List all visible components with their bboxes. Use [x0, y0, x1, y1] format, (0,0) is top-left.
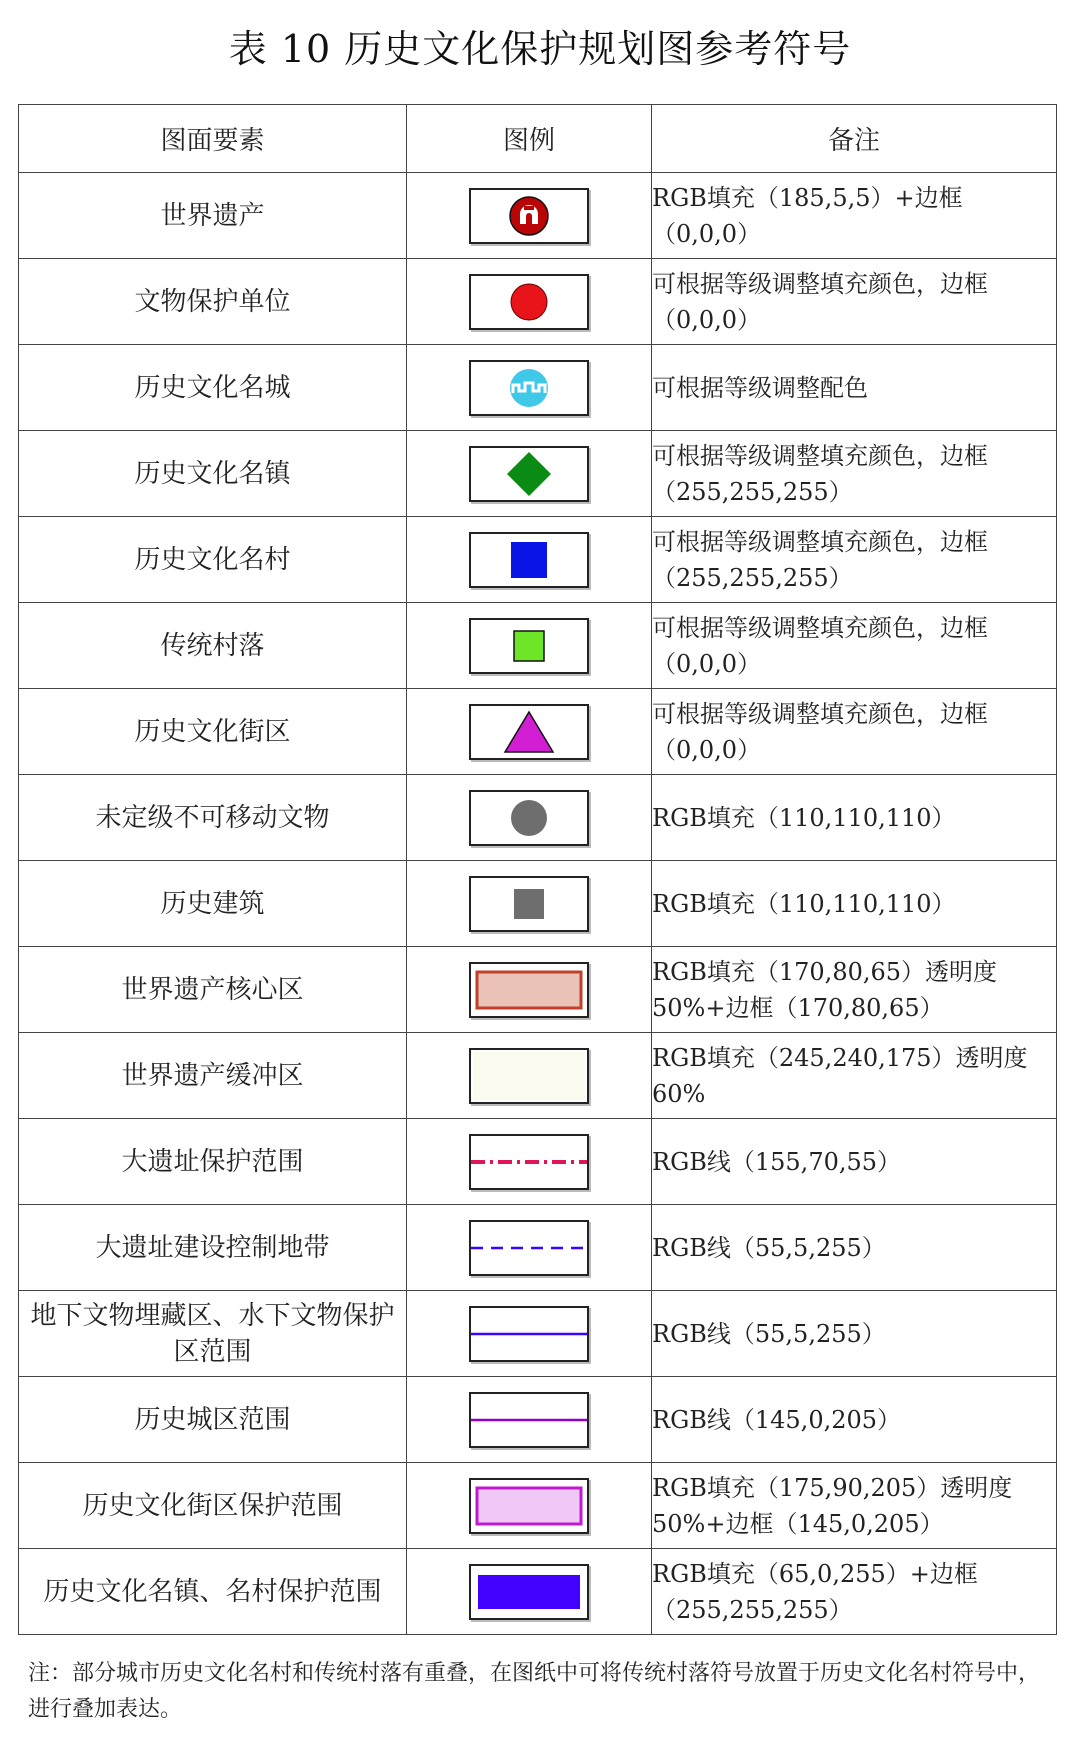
row-remark: RGB填充（175,90,205）透明度50%+边框（145,0,205）: [652, 1463, 1057, 1549]
row-remark: RGB填充（65,0,255）+边框（255,255,255）: [652, 1549, 1057, 1635]
row-remark: 可根据等级调整填充颜色，边框（255,255,255）: [652, 517, 1057, 603]
green-diamond-icon: [469, 446, 589, 502]
row-legend-cell: [407, 1033, 652, 1119]
row-remark: RGB填充（170,80,65）透明度50%+边框（170,80,65）: [652, 947, 1057, 1033]
header-remark: 备注: [652, 105, 1057, 173]
row-element-name: 历史文化街区保护范围: [19, 1463, 407, 1549]
table-row: [19, 517, 1057, 603]
row-element-name: 文物保护单位: [19, 259, 407, 345]
row-remark: RGB线（55,5,255）: [652, 1205, 1057, 1291]
row-legend-cell: [407, 517, 652, 603]
row-legend-cell: [407, 259, 652, 345]
row-legend-cell: [407, 1463, 652, 1549]
row-remark: RGB线（145,0,205）: [652, 1377, 1057, 1463]
page-title: 表 10 历史文化保护规划图参考符号: [228, 27, 852, 71]
dash-dot-line-icon: [469, 1134, 589, 1190]
table-row: [19, 947, 1057, 1033]
table-row: [19, 861, 1057, 947]
district-area-icon: [469, 1478, 589, 1534]
row-legend-cell: [407, 603, 652, 689]
magenta-triangle-icon: [469, 704, 589, 760]
row-element-name: 历史文化名村: [19, 517, 407, 603]
row-element-name: 历史城区范围: [19, 1377, 407, 1463]
row-legend-cell: [407, 173, 652, 259]
dashed-line-icon: [469, 1220, 589, 1276]
row-element-name: 大遗址保护范围: [19, 1119, 407, 1205]
table-row: [19, 1549, 1057, 1635]
row-remark: 可根据等级调整填充颜色，边框（255,255,255）: [652, 431, 1057, 517]
row-element-name: 传统村落: [19, 603, 407, 689]
row-legend-cell: [407, 1549, 652, 1635]
row-element-name: 大遗址建设控制地带: [19, 1205, 407, 1291]
row-element-name: 地下文物埋藏区、水下文物保护区范围: [19, 1291, 407, 1377]
gray-square-icon: [469, 876, 589, 932]
row-remark: RGB填充（185,5,5）+边框（0,0,0）: [652, 173, 1057, 259]
row-remark: 可根据等级调整填充颜色，边框（0,0,0）: [652, 259, 1057, 345]
row-element-name: 历史建筑: [19, 861, 407, 947]
row-remark: 可根据等级调整填充颜色，边框（0,0,0）: [652, 689, 1057, 775]
table-row: [19, 603, 1057, 689]
buffer-zone-area-icon: [469, 1048, 589, 1104]
city-wall-icon: [469, 360, 589, 416]
table-row: [19, 1463, 1057, 1549]
gray-circle-icon: [469, 790, 589, 846]
blue-square-icon: [469, 532, 589, 588]
row-element-name: 历史文化名城: [19, 345, 407, 431]
row-remark: RGB线（55,5,255）: [652, 1291, 1057, 1377]
row-element-name: 历史文化名镇、名村保护范围: [19, 1549, 407, 1635]
lime-square-icon: [469, 618, 589, 674]
solid-blue-line-icon: [469, 1306, 589, 1362]
table-row: [19, 1377, 1057, 1463]
table-row: [19, 1291, 1057, 1377]
town-village-area-icon: [469, 1564, 589, 1620]
row-remark: RGB填充（245,240,175）透明度60%: [652, 1033, 1057, 1119]
table-header-row: [19, 105, 1057, 173]
footnote: 注：部分城市历史文化名村和传统村落有重叠，在图纸中可将传统村落符号放置于历史文化名村符号中，进行叠加表达。: [28, 1661, 1041, 1722]
table-row: [19, 345, 1057, 431]
header-element: 图面要素: [19, 105, 407, 173]
row-remark: RGB线（155,70,55）: [652, 1119, 1057, 1205]
row-element-name: 世界遗产缓冲区: [19, 1033, 407, 1119]
row-element-name: 未定级不可移动文物: [19, 775, 407, 861]
row-legend-cell: [407, 345, 652, 431]
row-element-name: 世界遗产核心区: [19, 947, 407, 1033]
solid-purple-line-icon: [469, 1392, 589, 1448]
legend-table: [18, 104, 1057, 1635]
row-legend-cell: [407, 431, 652, 517]
row-legend-cell: [407, 1119, 652, 1205]
table-row: [19, 173, 1057, 259]
row-element-name: 世界遗产: [19, 173, 407, 259]
row-legend-cell: [407, 775, 652, 861]
header-legend: 图例: [407, 105, 652, 173]
table-row: [19, 775, 1057, 861]
table-row: [19, 1033, 1057, 1119]
row-remark: 可根据等级调整配色: [652, 345, 1057, 431]
row-remark: RGB填充（110,110,110）: [652, 775, 1057, 861]
red-circle-icon: [469, 274, 589, 330]
row-legend-cell: [407, 1291, 652, 1377]
row-legend-cell: [407, 947, 652, 1033]
table-row: [19, 689, 1057, 775]
world-heritage-icon: [469, 188, 589, 244]
table-row: [19, 259, 1057, 345]
row-remark: 可根据等级调整填充颜色，边框（0,0,0）: [652, 603, 1057, 689]
table-row: [19, 1119, 1057, 1205]
row-remark: RGB填充（110,110,110）: [652, 861, 1057, 947]
row-element-name: 历史文化街区: [19, 689, 407, 775]
row-legend-cell: [407, 689, 652, 775]
row-legend-cell: [407, 861, 652, 947]
table-row: [19, 1205, 1057, 1291]
row-legend-cell: [407, 1205, 652, 1291]
row-element-name: 历史文化名镇: [19, 431, 407, 517]
table-row: [19, 431, 1057, 517]
core-zone-area-icon: [469, 962, 589, 1018]
row-legend-cell: [407, 1377, 652, 1463]
